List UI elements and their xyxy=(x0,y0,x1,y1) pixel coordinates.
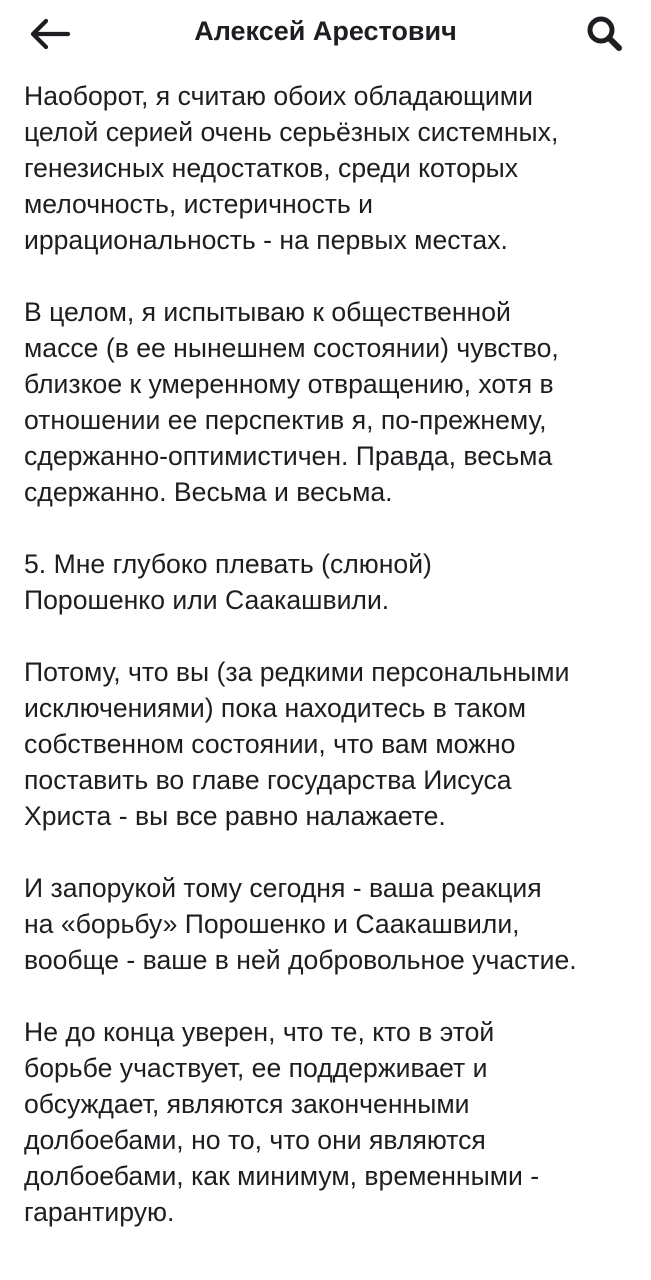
post-paragraph: Потому, что вы (за редкими персональными исключениями) пока находитесь в таком собственном состоянии, что вам можно поставить во главе государства Иисуса Христа - вы все равно налажаете. xyxy=(24,657,570,831)
page-title: Алексей Арестович xyxy=(194,16,457,46)
post-paragraph: В целом, я испытываю к общественной массе (в ее нынешнем состоянии) чувство, близкое к умеренному отвращению, хотя в отношении ее перспектив я, по-прежнему, сдержанно-оптимистичен. Правда, весьма сдержанно. Весьма и весьма. xyxy=(24,297,559,507)
top-bar xyxy=(0,0,651,68)
post-paragraph: Не до конца уверен, что те, кто в этой борьбе участвует, ее поддерживает и обсуждает, являются законченными долбоебами, но то, что они являются долбоебами, как минимум, временными - гарантирую. xyxy=(24,1017,540,1227)
post-content xyxy=(24,78,634,1266)
post-paragraph: 5. Мне глубоко плевать (слюной) Порошенко или Саакашвили. xyxy=(24,549,432,615)
post-paragraph: Наоборот, я считаю обоих обладающими целой серией очень серьёзных системных, генезисных недостатков, среди которых мелочность, истеричность и иррациональность - на первых местах. xyxy=(24,81,559,255)
search-button[interactable] xyxy=(579,8,631,60)
search-icon xyxy=(585,14,625,54)
post-paragraph: И запорукой тому сегодня - ваша реакция на «борьбу» Порошенко и Саакашвили, вообще - ваше в ней добровольное участие. xyxy=(24,873,577,975)
